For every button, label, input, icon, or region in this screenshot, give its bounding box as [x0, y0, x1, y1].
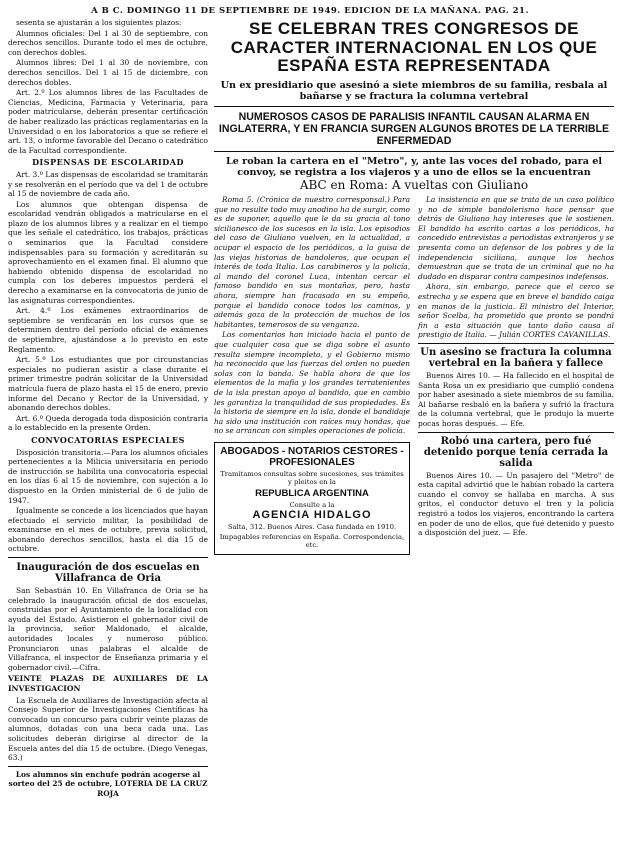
- paragraph: Ahora, sin embargo, parece que el cerco se estrecha y se espera que en breve el bandido caiga en manos de la justicia. El ministro del Interior, señor Scelba, ha prometido que pronto se pondrá fin a esta situación que tanto daño causa al prestigio de Italia. — Julián CORTES CAVANILLAS.: [418, 282, 614, 340]
- paragraph: Roma 5. (Crónica de nuestro corresponsal.) Para que no resulte todo muy anodino ha de surgir, como es de suponer, aquello que le da su gracia al tono sicilianesco de los sucesos en la isla. Los episodios del caso de Giuliano vuelven, en la actualidad, a ocupar el espacio de los periódicos, a la guisa de las viejas historias de bandoleros, que ocupan el interés de toda Italia. Los carabineros y la policía, al mando del coronel Luca, intentan cercar el famoso bandido en sus montañas, pero, hasta ahora, siempre han fracasado en su empeño, porque el bandido conoce todos los caminos, y además goza de la protección de muchos de los habitantes, temerosos de su venganza.: [214, 195, 410, 329]
- paragraph: Los comentarios han iniciado hacia el punto de que cualquier cosa que se diga sobre el asunto resulta siempre incompleto, y el Gobierno mismo ha reconocido que las fuerzas del orden no pueden solas con la banda. Se habla ahora de que los elementos de la mafia y los grandes terratenientes de la isla prestan apoyo al bandido, que en cambio les garantiza la tranquilidad de sus propiedades. Es la historia de siempre en la isla, donde el bandidaje ha sido una institución con raíces muy hondas, que no se arrancan con simples operaciones de policía.: [214, 330, 410, 436]
- ad-text: Consulte a la: [289, 500, 335, 509]
- article-heading: Un asesino se fractura la columna vertebral en la bañera y fallece: [420, 347, 612, 369]
- paragraph: Alumnos libres: Del 1 al 30 de noviembre, con derechos sencillos. Del 1 al 15 de diciembre, con derechos dobles.: [8, 58, 208, 87]
- paragraph: Art. 6.º Queda derogada toda disposición contraria a lo establecido en la presente Orden.: [8, 413, 208, 433]
- paragraph: sesenta se ajustarán a los siguientes plazos:: [16, 18, 182, 27]
- ad-address: Salta, 312. Buenos Aires. Casa fundada en 1910.: [227, 522, 397, 531]
- ad-country: REPUBLICA ARGENTINA: [255, 487, 369, 499]
- page-header: A B C. DOMINGO 11 DE SEPTIEMBRE DE 1949. EDICION DE LA MAÑANA. PAG. 21.: [91, 6, 529, 16]
- paragraph: Art. 5.º Los estudiantes que por circunstancias especiales no pudieran asistir a clase durante el primer trimestre podrán solicitar de la Universidad matrícula fuera de plazo hasta el 15 de enero, previo informe del Decano y Rector de la Universidad, y abonando derechos dobles.: [8, 355, 208, 413]
- right-column: [214, 18, 614, 860]
- article-column: [418, 195, 614, 554]
- paragraph: Disposición transitoria.—Para los alumnos oficiales pertenecientes a la Milicia universitaria en periodo de instrucción se habilita una convocatoria especial en los días 6 al 15 de noviembre, con sujeción a lo dispuesto en la Orden ministerial de 6 de julio de 1947.: [8, 447, 208, 505]
- article-heading: VEINTE PLAZAS DE AUXILIARES DE LA INVESTIGACION: [8, 674, 208, 693]
- ad-agency: AGENCIA HIDALGO: [252, 508, 372, 521]
- headline-deck: NUMEROSOS CASOS DE PARALISIS INFANTIL CAUSAN ALARMA EN INGLATERRA, Y EN FRANCIA SURGEN ALGUNOS BROTES DE LA TERRIBLE ENFERMEDAD: [218, 110, 610, 147]
- article-columns: [214, 195, 614, 554]
- ad-text: Tramitamos consultas sobre sucesiones, sus trámites y pleitos en la: [220, 469, 404, 486]
- paragraph: Buenos Aires 10. — Ha fallecido en el hospital de Santa Rosa un ex presidiario que cumplió condena por haber asesinado a siete miembros de su familia. Al bañarse resbaló en la bañera y sufrió la fractura de la columna vertebral, que le produjo la muerte pocas horas después. — Efe.: [418, 371, 614, 428]
- paragraph: Igualmente se concede a los licenciados que hayan efectuado el servicio militar, la posibilidad de examinarse en el mes de octubre, previa solicitud, abonando derechos sencillos, hasta el día 15 de octubre.: [8, 506, 208, 554]
- paragraph: Art. 4.º Los exámenes extraordinarios de septiembre se verificarán en los cursos que se determinen dentro del período oficial de exámenes de septiembre, ajustándose a lo previsto en este Reglamento.: [8, 306, 208, 354]
- headline-deck: Un ex presidiario que asesinó a siete miembros de su familia, resbala al bañarse y se fractura la columna vertebral: [220, 79, 608, 102]
- paragraph: Alumnos oficiales: Del 1 al 30 de septiembre, con derechos sencillos. Durante todo el mes de octubre, con derechos dobles.: [8, 28, 208, 57]
- divider: [8, 557, 208, 558]
- divider: [418, 343, 614, 344]
- divider: [418, 432, 614, 433]
- paragraph: Los alumnos que obtengan dispensa de escolaridad vendrán obligados a matricularse en el plazo de los alumnos libres y a realizar en el tiempo que les señale el catedrático, los trabajos, prácticas o seminarios que la Facultad considere indispensables para su formación y acreditarán su aprovechamiento en el examen final. El alumno que habiendo obtenido dispensa de escolaridad no cumpla con los deberes impuestos perderá el derecho a examinarse en la convocatoria de junio de las asignaturas correspondientes.: [8, 199, 208, 305]
- lottery-notice: Los alumnos sin enchufe podrán acogerse al sorteo del 25 de octubre, LOTERIA DE LA CRUZ ROJA: [8, 769, 208, 798]
- divider: [214, 151, 614, 152]
- article-heading: Inauguración de dos escuelas en Villafranca de Oria: [16, 562, 200, 585]
- ad-note: Impagables referencias en España. Correspondencia, etc.: [219, 532, 405, 549]
- divider: [8, 766, 208, 767]
- advertisement: [214, 442, 410, 555]
- article-heading: Robó una cartera, pero fué detenido porque tenía cerrada la salida: [423, 435, 609, 469]
- paragraph: Buenos Aires 10. — Un pasajero del "Metro" de esta capital advirtió que le habían robado la cartera cuando el convoy se hallaba en marcha. A sus gritos, el conductor detuvo el tren y la policía registró a todos los viajeros, encontrando la cartera en poder de uno de ellos, que fué detenido y puesto a disposición del juez. — Efe.: [418, 470, 614, 538]
- divider: [214, 106, 614, 107]
- ad-title: ABOGADOS - NOTARIOS CESTORES - PROFESIONALES: [220, 445, 404, 468]
- section-heading: DISPENSAS DE ESCOLARIDAD: [32, 157, 184, 168]
- section-heading: CONVOCATORIAS ESPECIALES: [31, 434, 185, 445]
- left-column: [8, 18, 208, 860]
- article-kicker: ABC en Roma: A vueltas con Giuliano: [299, 177, 529, 192]
- main-headline: SE CELEBRAN TRES CONGRESOS DE CARACTER INTERNACIONAL EN LOS QUE ESPAÑA ESTA REPRESENTADA: [230, 19, 598, 75]
- paragraph: Art. 3.º Las dispensas de escolaridad se tramitarán y se resolverán en el período que va del 1 de octubre al 15 de noviembre de cada año.: [8, 169, 208, 199]
- article-column: [214, 195, 410, 554]
- paragraph: Art. 2.º Los alumnos libres de las Facultades de Ciencias, Medicina, Farmacia y Veterinaria, para poder matricularse, deberán presentar certificación de haber realizado las prácticas reglamentarias en la Universidad o en los laboratorios a que se refiere el art. 13, o informe favorable del Decano o catedrático de la Facultad correspondiente.: [8, 88, 208, 155]
- paragraph: San Sebastián 10. En Villafranca de Oria se ha celebrado la inauguración oficial de dos escuelas, construidas por el Ayuntamiento de la localidad con ayuda del Estado. Asistieron el gobernador civil de la provincia, señor Maldonado, el alcalde, autoridades locales y numeroso público. Pronunciaron unas palabras el alcalde de Villafranca, el inspector de Enseñanza primaria y el gobernador civil.—Cifra.: [8, 586, 208, 672]
- paragraph: La insistencia en que se trata de un caso político y no de simple bandolerismo hace pensar que detrás de Giuliano hay intereses que le sostienen. El bandido ha escrito cartas a los periódicos, ha concedido entrevistas a periodistas extranjeros y se presenta como un defensor de los pobres y de la independencia siciliana, aunque los hechos demuestran que se trata de un criminal que no ha dudado en disparar contra campesinos indefensos.: [418, 195, 614, 281]
- paragraph: La Escuela de Auxiliares de Investigación afecta al Consejo Superior de Investigaciones Científicas ha convocado un concurso para cubrir veinte plazas de alumnos, dotadas con una beca cada una. Las solicitudes deberán dirigirse al director de la Escuela antes del día 15 de octubre. (Diego Venegas, 63.): [8, 695, 208, 763]
- headline-deck: Le roban la cartera en el "Metro", y, ante las voces del robado, para el convoy, se registra a los viajeros y a uno de ellos se la encuentran: [225, 155, 603, 178]
